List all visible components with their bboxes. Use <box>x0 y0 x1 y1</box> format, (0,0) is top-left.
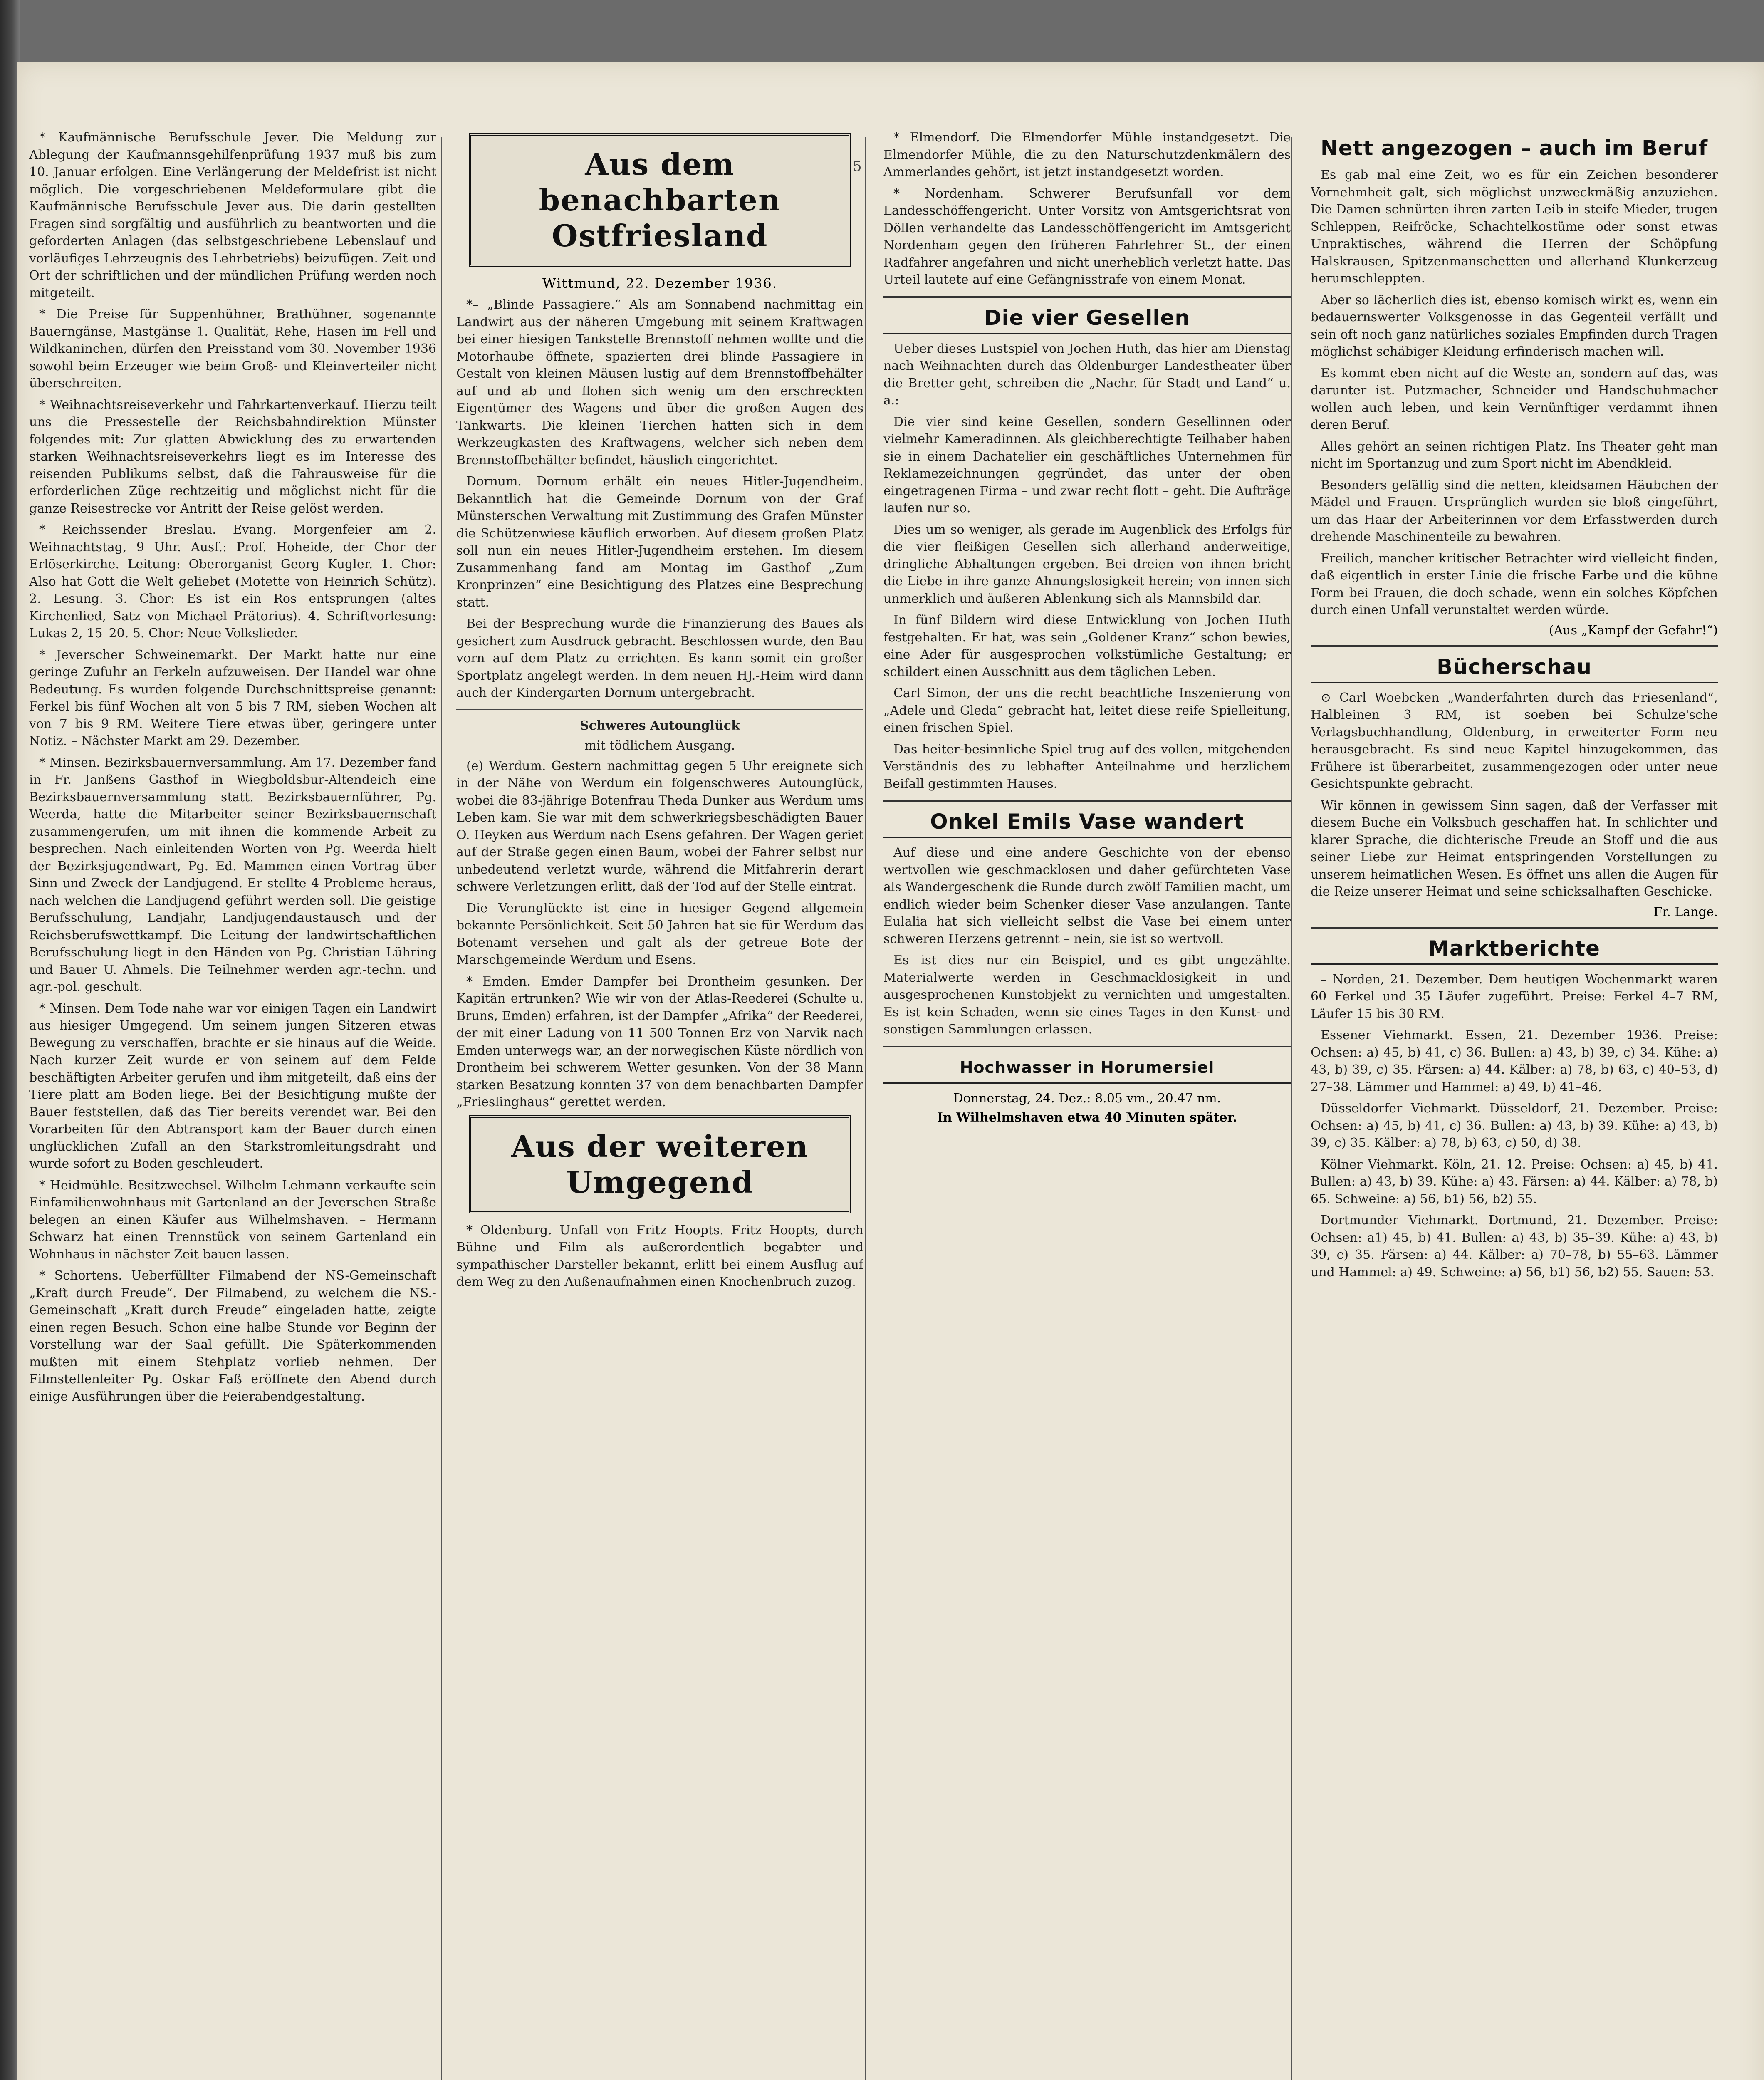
divider <box>883 296 1291 298</box>
column-4 <box>1311 129 1718 2080</box>
article-paragraph: Wir können in gewissem Sinn sagen, daß der Verfasser mit diesem Buche ein Volksbuch geschaffen hat. In schlichter und klarer Sprache, die dichterische Freude an Stoff und die aus seiner Liebe zur Heimat entspringenden Vorstellungen zu unserem heimatlichen Wesen. Es öffnet uns allen die Augen für die Reize unserer Heimat und seine schicksalhaften Geschicke. <box>1311 798 1718 899</box>
article-paragraph: Das heiter-besinnliche Spiel trug auf des vollen, mitgehenden Verständnis des zu lebhafter Anteilnahme und herzlichem Beifall gestimmten Hauses. <box>883 742 1291 791</box>
tide-note: In Wilhelmshaven etwa 40 Minuten später. <box>937 1110 1237 1125</box>
banner-line: Umgegend <box>566 1164 754 1200</box>
article-paragraph: Es gab mal eine Zeit, wo es für ein Zeichen besonderer Vornehmheit galt, sich möglichst unzweckmäßig anzuziehen. Die Damen schnürten ihren zarten Leib in steife Mieder, trugen Schleppen, Reifröcke, Schachtelkostüme oder sonst etwas Unpraktisches, während die Herren der Schöpfung Halskrausen, Spitzenmanschetten und allerhand Klunkerzeug herumschleppten. <box>1311 168 1718 286</box>
article-paragraph: Carl Simon, der uns die recht beachtliche Inszenierung von „Adele und Gleda“ gebracht hat, leitet diese reife Spielleitung, einen frischen Spiel. <box>883 686 1291 735</box>
article-headline: Marktberichte <box>1311 936 1718 965</box>
tide-times: Donnerstag, 24. Dez.: 8.05 vm., 20.47 nm. <box>953 1091 1221 1106</box>
article-dornum-cont: Bei der Besprechung wurde die Finanzierung des Baues als gesichert zum Ausdruck gebracht. Beschlossen wurde, den Bau vorn auf dem Platz zu errichten. Es kann somit ein großer Sportplatz angelegt werden. In dem neuen HJ.-Heim wird dann auch der Kindergarten Dornum untergebracht. <box>456 617 863 700</box>
article-paragraph: In fünf Bildern wird diese Entwicklung von Jochen Huth festgehalten. Er hat, was sein „Goldener Kranz“ schon bewies, eine Ader für ausgesprochen volkstümliche Gestaltung; er schildert einen Ausschnitt aus dem täglichen Leben. <box>883 613 1291 679</box>
banner-line: Aus der weiteren <box>511 1128 809 1164</box>
article-paragraph: Dies um so weniger, als gerade im Augenblick des Erfolgs für die vier fleißigen Gesellen sich allerhand anderweitige, dringliche Abhaltungen ergeben. Bei dreien von ihnen bricht die Liebe in ihre ganze Ahnungslosigkeit herein; von innen sich unmerklich und äußeren Ablenkung sich als Mannsbild dar. <box>883 522 1291 606</box>
article-subheadline: mit tödlichem Ausgang. <box>584 738 735 753</box>
article-oldenburg: * Oldenburg. Unfall von Fritz Hoopts. Fritz Hoopts, durch Bühne und Film als außerordentlich begabter und sympathischer Darsteller bekannt, erlitt bei einem Ausflug auf dem Weg zu den Außenaufnahmen einen Knochenbruch zuzog. <box>456 1223 863 1289</box>
column-1 <box>29 129 436 2080</box>
divider <box>883 1046 1291 1047</box>
article-werdum-cont: Die Verunglückte ist eine in hiesiger Gegend allgemein bekannte Persönlichkeit. Seit 50 Jahren hat sie für Werdum das Botenamt versehen und galt als der getreue Bote der Marschgemeinde Werdum und Esens. <box>456 901 863 967</box>
divider <box>456 709 863 710</box>
article-nordenham: * Nordenham. Schwerer Berufsunfall vor dem Landesschöffengericht. Unter Vorsitz von Amtsgerichtsrat von Döllen verhandelte das Landesschöffengericht im Amtsgericht Nordenham gegen den früheren Fahrlehrer St., der einen Radfahrer angefahren und nicht unerheblich verletzt hatte. Das Urteil lautete auf eine Gefängnisstrafe von einem Monat. <box>883 186 1291 287</box>
divider <box>883 800 1291 802</box>
article-paragraph: Alles gehört an seinen richtigen Platz. Ins Theater geht man nicht im Sportanzug und zum Sport nicht im Abendkleid. <box>1311 439 1718 471</box>
article-paragraph: Aber so lächerlich dies ist, ebenso komisch wirkt es, wenn ein bedauernswerter Volksgenosse in das Gegenteil verfällt und sein oft noch ganz natürliches soziales Empfinden durch Tragen möglichst schäbiger Kleidung erfinderisch machen will. <box>1311 292 1718 359</box>
column-2 <box>456 129 863 2080</box>
article-berufsschule: * Kaufmännische Berufsschule Jever. Die Meldung zur Ablegung der Kaufmannsgehilfenprüfung 1937 muß bis zum 10. Januar erfolgen. Eine Verlängerung der Meldefrist ist nicht möglich. Die vorgeschriebenen Meldeformulare gibt die Kaufmännische Berufsschule Jever aus. Die darin gestellten Fragen sind sorgfältig und ausführlich zu beantworten und die geforderten Anlagen (das selbstgeschriebene Lebenslauf und vorläufiges Lehrzeugnis des Lehrbetriebs) beizufügen. Zeit und Ort der schriftlichen und der mündlichen Prüfung werden noch mitgeteilt. <box>29 130 436 300</box>
article-source: (Aus „Kampf der Gefahr!“) <box>1549 623 1718 638</box>
section-banner-ostfriesland <box>469 133 851 267</box>
market-report: Essener Viehmarkt. Essen, 21. Dezember 1936. Preise: Ochsen: a) 45, b) 41, c) 36. Bullen: a) 43, b) 39, c) 34. Kühe: a) 43, b) 39, c) 35. Färsen: a) 44. Kälber: a) 78, b) 63, c) 40–53, d) 27–38. Lämmer und Hammel: a) 49, b) 41–46. <box>1311 1028 1718 1094</box>
article-paragraph: Es ist dies nur ein Beispiel, und es gibt ungezählte. Materialwerte werden in Geschmacklosigkeit in und ausgesprochenen Kunstobjekt zu vernichten und umgestalten. Es ist kein Schaden, wenn sie eines Tages in den Kunst- und sonstigen Sammlungen erlassen. <box>883 953 1291 1037</box>
article-minsen-versammlung: * Minsen. Bezirksbauernversammlung. Am 17. Dezember fand in Fr. Janßens Gasthof in Wiegboldsbur-Altendeich eine Bezirksbauernversammlung statt. Bezirksbauernführer, Pg. Weerda, hatte die Mitarbeiter seiner Bezirksbauernschaft zusammengerufen, um mit ihnen die kommende Arbeit zu besprechen. Nach einleitenden Worten von Pg. Weerda hielt der Bezirksjugendwart, Pg. Ed. Mammen einen Vortrag über Sinn und Zweck der Landjugend. Er stellte 4 Probleme heraus, nach welchen die Landjugend geführt werden soll. Die geistige Berufsschulung, Landjahr, Landjugendaustausch und der Reichsberufswettkampf. Die Leitung der landwirtschaftlichen Berufsschulung liegt in den Händen von Pg. Christian Lühring und Bauer U. Ahmels. Die Teilnehmer werden agr.-techn. und agr.-pol. geschult. <box>29 755 436 994</box>
market-report: Düsseldorfer Viehmarkt. Düsseldorf, 21. Dezember. Preise: Ochsen: a) 45, b) 41, c) 36. Bullen: a) 43, b) 39. Kühe: a) 43, b) 39, c) 35. Kälber: a) 78, b) 63, c) 50, d) 38. <box>1311 1101 1718 1150</box>
market-report: Kölner Viehmarkt. Köln, 21. 12. Preise: Ochsen: a) 45, b) 41. Bullen: a) 43, b) 39. Kühe: a) 43. Färsen: a) 44. Kälber: a) 78, b) 65. Schweine: a) 56, b1) 56, b2) 55. <box>1311 1157 1718 1206</box>
banner-line: Ostfriesland <box>552 218 768 253</box>
article-heidmuehle: * Heidmühle. Besitzwechsel. Wilhelm Lehmann verkaufte sein Einfamilienwohnhaus mit Gartenland an der Jeverschen Straße belegen an einen Käufer aus Wilhelmshaven. – Hermann Schwarz hat einen Trennstück von seinem Gartenland ein Wohnhaus in nächster Zeit bauen lassen. <box>29 1178 436 1262</box>
section-banner-umgegend <box>469 1115 851 1213</box>
columns <box>29 129 1718 2080</box>
article-elmendorf: * Elmendorf. Die Elmendorfer Mühle instandgesetzt. Die Elmendorfer Mühle, die zu den Naturschutzdenkmälern des Ammerlandes gehört, ist jetzt instandgesetzt worden. <box>883 130 1291 179</box>
article-headline: Hochwasser in Horumersiel <box>883 1055 1291 1084</box>
article-paragraph: Besonders gefällig sind die netten, kleidsamen Häubchen der Mädel und Frauen. Ursprünglich wurden sie bloß eingeführt, um das Haar der Arbeiterinnen vor dem Erfasstwerden durch drehende Maschinenteile zu bewahren. <box>1311 478 1718 544</box>
column-3 <box>883 129 1291 2080</box>
article-paragraph: ⊙ Carl Woebcken „Wanderfahrten durch das Friesenland“, Halbleinen 3 RM, ist soeben bei Schulze'sche Verlagsbuchhandlung, Oldenburg, in erweiterter Form neu herausgebracht. Es sind neue Kapitel hinzugekommen, das Frühere ist überarbeitet, zusammengezogen oder unter neue Gesichtspunkte gebracht. <box>1311 690 1718 791</box>
article-headline: Die vier Gesellen <box>883 305 1291 334</box>
article-reiseverkehr: * Weihnachtsreiseverkehr und Fahrkartenverkauf. Hierzu teilt uns die Pressestelle der Reichsbahndirektion Münster folgendes mit: Zur glatten Abwicklung des zu erwartenden starken Weihnachtsreiseverkehrs liegt es im Interesse des reisenden Publikums selbst, daß die Fahrausweise für die erforderlichen Züge rechtzeitig und möglichst nicht für die ganze Reisestrecke vor Antritt der Reise gelöst werden. <box>29 397 436 516</box>
banner-line: Aus dem benachbarten <box>539 146 781 218</box>
article-emden: * Emden. Emder Dampfer bei Drontheim gesunken. Der Kapitän ertrunken? Wie wir von der Atlas-Reederei (Schulte u. Bruns, Emden) erfahren, ist der Dampfer „Afrika“ der Reederei, der mit einer Ladung von 11 500 Tonnen Erz von Narvik nach Emden unterwegs war, an der norwegischen Küste nördlich von Drontheim bei schwerem Wetter gesunken. Von der 38 Mann starken Besatzung konnten 37 von dem benachbarten Dampfer „Frieslinghaus“ gerettet werden. <box>456 974 863 1109</box>
article-paragraph: Freilich, mancher kritischer Betrachter wird vielleicht finden, daß eigentlich in erster Linie die frische Farbe und die kühne Form bei Frauen, die doch schade, wenn ein solches Köpfchen durch einen Unfall verunstaltet werden würde. <box>1311 551 1718 617</box>
page-number: 5 <box>853 158 862 175</box>
article-schortens: * Schortens. Ueberfüllter Filmabend der NS-Gemeinschaft „Kraft durch Freude“. Der Filmabend, zu welchem die NS.-Gemeinschaft „Kraft durch Freude“ eingeladen hatte, zeigte einen regen Besuch. Schon eine halbe Stunde vor Beginn der Vorstellung war der Saal gefüllt. Die Späterkommenden mußten mit einem Stehplatz vorlieb nehmen. Der Filmstellenleiter Pg. Oskar Faß eröffnete den Abend durch einige Ausführungen über die Feierabendgestaltung. <box>29 1268 436 1404</box>
market-report: Dortmunder Viehmarkt. Dortmund, 21. Dezember. Preise: Ochsen: a1) 45, b) 41. Bullen: a) 43, b) 35–39. Kühe: a) 43, b) 39, c) 35. Färsen: a) 44. Kälber: a) 70–78, b) 55–63. Lämmer und Hammel: a) 49. Schweine: a) 56, b1) 56, b2) 55. Sauen: 53. <box>1311 1213 1718 1280</box>
divider <box>1311 645 1718 647</box>
article-paragraph: Die vier sind keine Gesellen, sondern Gesellinnen oder vielmehr Kameradinnen. Als gleichberechtigte Teilhaber haben sie in einem Dachatelier ein geschäftliches Unternehmen für Reklamezeichnungen gegründet, das unter der oben eingetragenen Firma – und zwar recht flott – geht. Die Aufträge laufen nur so. <box>883 414 1291 515</box>
article-headline: Schweres Autounglück <box>580 718 740 733</box>
market-report: – Norden, 21. Dezember. Dem heutigen Wochenmarkt waren 60 Ferkel und 35 Läufer zugeführt. Preise: Ferkel 4–7 RM, Läufer 15 bis 30 RM. <box>1311 972 1718 1021</box>
article-headline: Onkel Emils Vase wandert <box>883 809 1291 838</box>
article-dornum: Dornum. Dornum erhält ein neues Hitler-Jugendheim. Bekanntlich hat die Gemeinde Dornum von der Graf Münsterschen Verwaltung mit Zustimmung des Grafen Münster die Schützenwiese käuflich erworben. Auf diesem großen Platz soll nun ein neues Hitler-Jugendheim erstehen. Im diesem Zusammenhang fand am Montag im Gasthof „Zum Kronprinzen“ eine Besichtigung des Platzes eine Besprechung statt. <box>456 474 863 610</box>
article-headline: Nett angezogen – auch im Beruf <box>1320 136 1708 160</box>
article-paragraph: Ueber dieses Lustspiel von Jochen Huth, das hier am Dienstag nach Weihnachten durch das Oldenburger Landestheater über die Bretter geht, schreiben die „Nachr. für Stadt und Land“ u. a.: <box>883 341 1291 408</box>
article-headline: Bücherschau <box>1311 654 1718 683</box>
article-schweinemarkt: * Jeverscher Schweinemarkt. Der Markt hatte nur eine geringe Zufuhr an Ferkeln aufzuweisen. Der Handel war ohne Bedeutung. Es wurden folgende Durchschnittspreise genannt: Ferkel bis fünf Wochen alt von 5 bis 7 RM, sieben Wochen alt von 7 bis 9 RM. Weitere Tiere etwas über, geringere unter Notiz. – Nächster Markt am 29. Dezember. <box>29 647 436 748</box>
article-blinde-passagiere: *– „Blinde Passagiere.“ Als am Sonnabend nachmittag ein Landwirt aus der näheren Umgebung mit seinem Kraftwagen bei einer hiesigen Tankstelle Brennstoff nehmen wollte und die Motorhaube öffnete, spazierten drei blinde Passagiere in Gestalt von kleinen Mäusen lustig auf dem Brennstoffbehälter auf und ab und flohen sich wenig um den erschreckten Eigentümer des Wagens und über die großen Augen des Tankwarts. Die kleinen Tierchen hatten sich in dem Werkzeugkasten des Kraftwagens, welcher sich neben dem Brennstoffbehälter befindet, häuslich eingerichtet. <box>456 297 863 468</box>
article-paragraph: Es kommt eben nicht auf die Weste an, sondern auf das, was darunter ist. Putzmacher, Schneider und Handschuhmacher wollen auch leben, und kein Vernünftiger verdammt ihnen deren Beruf. <box>1311 366 1718 432</box>
article-signature: Fr. Lange. <box>1653 904 1718 919</box>
article-paragraph: Auf diese und eine andere Geschichte von der ebenso wertvollen wie geschmacklosen und daher gefürchteten Vase als Wandergeschenk die Runde durch zwölf Familien macht, um endlich wieder beim Schenker dieser Vase anzulangen. Tante Eulalia hat sich vielleicht selbst die Vase bei einem unter schweren Herzens getrennt – nein, sie ist so wertvoll. <box>883 845 1291 946</box>
dateline: Wittmund, 22. Dezember 1936. <box>542 275 777 291</box>
article-werdum: (e) Werdum. Gestern nachmittag gegen 5 Uhr ereignete sich in der Nähe von Werdum ein folgenschweres Autounglück, wobei die 83-jährige Botenfrau Theda Dunker aus Werdum ums Leben kam. Sie war mit dem schwerkriegsbeschädigten Bauer O. Heyken aus Werdum nach Esens gefahren. Der Wagen geriet auf der Straße gegen einen Baum, wobei der Fahrer selbst nur unbedeutend verletzt wurde, während die Mitfahrerin derart schwere Verletzungen erlitt, daß der Tod auf der Stelle eintrat. <box>456 758 863 894</box>
article-reichssender: * Reichssender Breslau. Evang. Morgenfeier am 2. Weihnachtstag, 9 Uhr. Ausf.: Prof. Hoheide, der Chor der Erlöserkirche. Leitung: Oberorganist Georg Kugler. 1. Chor: Also hat Gott die Welt geliebet (Motette von Heinrich Schütz). 2. Lesung. 3. Chor: Es ist ein Ros entsprungen (altes Kirchenlied, Satz von Michael Prätorius). 4. Schriftvorlesung: Lukas 2, 15–20. 5. Chor: Neue Volkslieder. <box>29 522 436 641</box>
divider <box>1311 927 1718 929</box>
article-preise: * Die Preise für Suppenhühner, Brathühner, sogenannte Bauerngänse, Mastgänse 1. Qualität, Rehe, Hasen im Fell und Wildkaninchen, dürfen den Preisstand vom 30. November 1936 sowohl beim Erzeuger wie beim Groß- und Kleinverteiler nicht überschreiten. <box>29 307 436 391</box>
article-minsen-tode: * Minsen. Dem Tode nahe war vor einigen Tagen ein Landwirt aus hiesiger Umgegend. Um seinem jungen Sitzeren etwas Bewegung zu verschaffen, brachte er sie hinaus auf die Weide. Nach kurzer Zeit wurde er von seinem auf dem Felde beschäftigten Arbeiter gerufen und ihm mitgeteilt, daß eins der Tiere platt am Boden liege. Bei der Besichtigung mußte der Bauer feststellen, daß das Tier bereits verendet war. Bei den Vorarbeiten für den Abtransport kam der Bauer durch einen unglücklichen Zufall an den Starkstromleitungsdraht und wurde sofort zu Boden geschleudert. <box>29 1001 436 1171</box>
